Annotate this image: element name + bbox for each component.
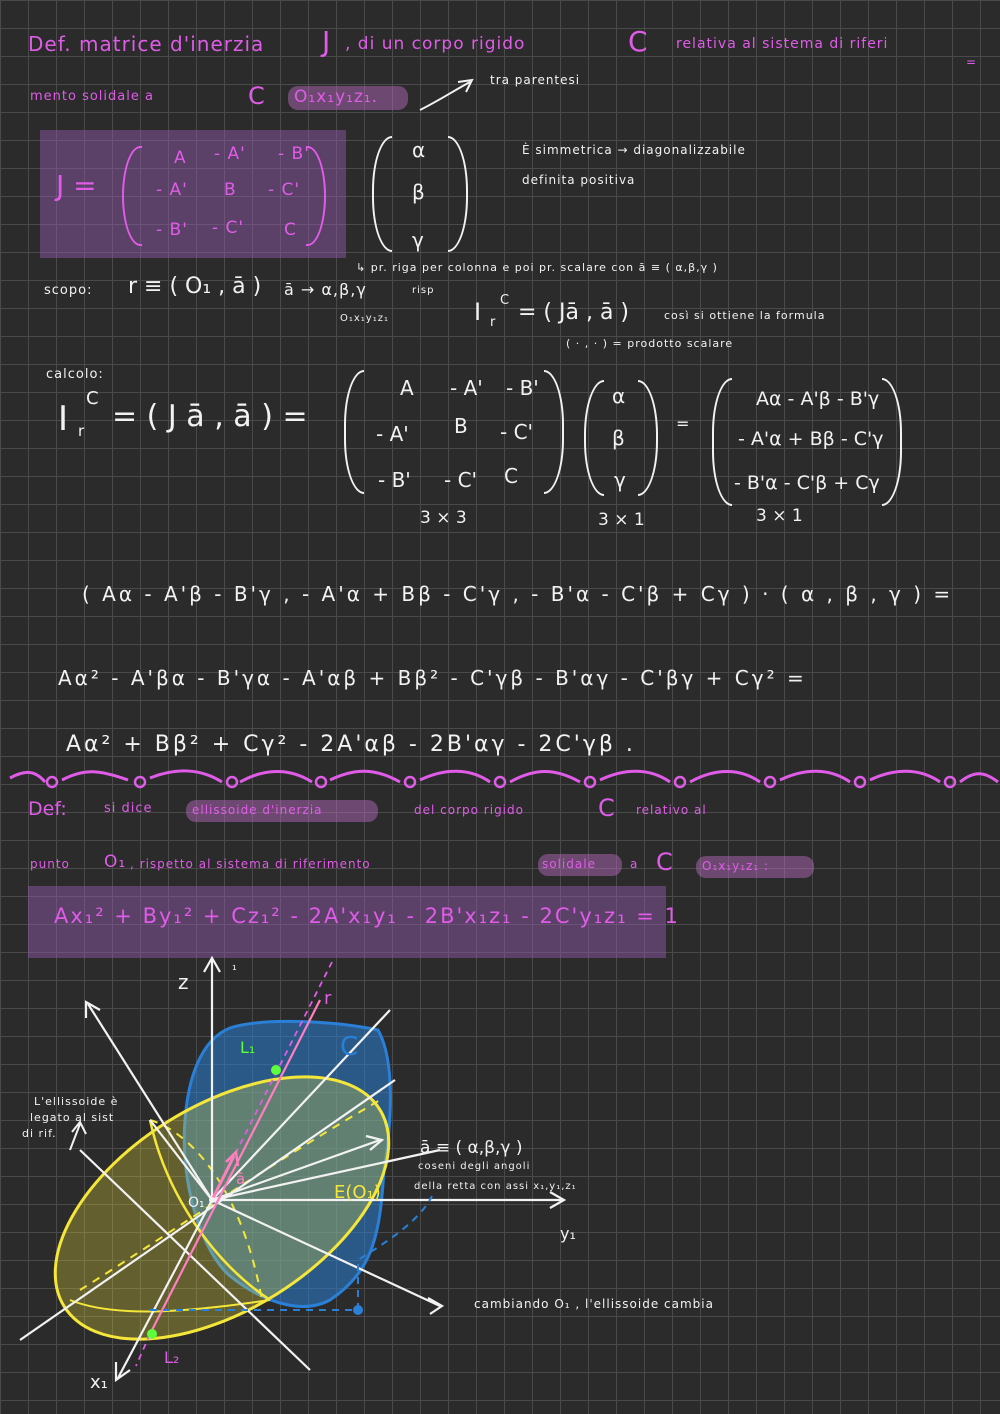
cv-alpha: α: [612, 384, 626, 408]
def2-corpo: del corpo rigido: [414, 803, 524, 817]
c-r1c2: - A': [450, 376, 483, 400]
note-parentheses-arrow: [420, 80, 472, 110]
note-arrow: [70, 1122, 86, 1150]
def1-line1-c: relativa al sistema di riferi: [676, 36, 889, 52]
m-r2c2: B: [224, 180, 237, 200]
inertia-symbol: J: [322, 25, 331, 58]
axis-r-label: r: [324, 988, 332, 1009]
matrix-label: J =: [56, 169, 97, 202]
m-r3c2: - C': [212, 218, 245, 238]
calcolo-eq2: =: [676, 414, 690, 433]
scopo-dot-product: ( · , · ) = prodotto scalare: [566, 337, 734, 350]
res-3: - B'α - C'β + Cγ: [734, 472, 880, 494]
dim-3x3: 3 × 3: [420, 508, 467, 528]
scopo-risp: risp: [412, 285, 435, 296]
m-r1c3: - B': [278, 144, 310, 164]
c-r1c1: A: [400, 376, 414, 400]
def2-a: a: [630, 857, 639, 871]
calcolo-I-sub: r: [78, 422, 85, 440]
def2-system: O₁x₁y₁z₁ :: [702, 859, 770, 873]
axis-z-label: z: [178, 970, 189, 994]
calcolo-eq1: = ( J ā , ā ) =: [112, 399, 308, 434]
label-L2: L₂: [164, 1348, 180, 1367]
matrix-property-positive: definita positiva: [522, 173, 636, 187]
note-ellipsoid-1: L'ellissoide è: [34, 1095, 119, 1108]
equals-mark: =: [966, 55, 978, 69]
axis-y1-label: y₁: [560, 1224, 576, 1243]
def2-rispetto: , rispetto al sistema di riferimento: [130, 857, 371, 871]
m-r1c1: A: [174, 148, 187, 168]
point-L2: [147, 1329, 157, 1339]
v-beta: β: [412, 180, 425, 204]
body-symbol: C: [628, 25, 648, 58]
cv-beta: β: [612, 426, 625, 450]
scopo-label: scopo:: [44, 283, 93, 298]
scopo-I: I: [474, 298, 482, 326]
m-r1c2: - A': [214, 144, 246, 164]
def2-label: Def:: [28, 798, 67, 820]
c-r3c3: C: [504, 464, 518, 488]
def2-body-symbol: C: [598, 794, 615, 822]
axis-z1-label: ₁: [232, 959, 237, 973]
def1-line1-b: , di un corpo rigido: [345, 34, 526, 54]
scopo-I-sup: C: [500, 293, 510, 308]
m-r2c3: - C': [268, 180, 301, 200]
ellipsoid-equation: Ax₁² + By₁² + Cz₁² - 2A'x₁y₁ - 2B'x₁z₁ - 2C'y₁z₁ = 1: [54, 904, 680, 928]
dim-3x1-b: 3 × 1: [756, 506, 803, 526]
cv-gamma: γ: [614, 468, 626, 492]
def2-solidale: solidale: [542, 857, 596, 871]
expand-row1: ( Aα - A'β - B'γ , - A'α + Bβ - C'γ , - B'α - C'β + Cγ ) · ( α , β , γ ) =: [82, 582, 954, 606]
def2-body-symbol-2: C: [656, 848, 673, 876]
def1-line1-a: Def. matrice d'inerzia: [28, 32, 265, 56]
matrix-property-symmetric: È simmetrica → diagonalizzabile: [522, 143, 746, 157]
res-2: - A'α + Bβ - C'γ: [738, 428, 884, 450]
projection-point: [353, 1305, 363, 1315]
res-1: Aα - A'β - B'γ: [756, 388, 880, 410]
c-r2c1: - A': [376, 422, 409, 446]
m-r3c1: - B': [156, 220, 188, 240]
scopo-system: O₁x₁y₁z₁: [340, 313, 389, 324]
c-r3c2: - C': [444, 468, 478, 492]
m-r3c3: C: [284, 220, 297, 240]
axis-x1-label: x₁: [90, 1372, 108, 1393]
body-symbol-2: C: [248, 82, 265, 110]
v-alpha: α: [412, 138, 426, 162]
calcolo-I-sup: C: [86, 388, 99, 409]
scopo-eq: = ( Jā , ā ): [518, 300, 630, 325]
def1-reference-system: O₁x₁y₁z₁.: [294, 87, 379, 107]
scopo-line: r ≡ ( O₁ , ā ): [128, 274, 262, 299]
label-a-vector: ā: [236, 1170, 246, 1188]
label-ellipsoid-E: E(O₁): [334, 1182, 381, 1203]
label-body-C: C: [340, 1032, 359, 1062]
scopo-a-components: ā → α,β,γ: [284, 280, 367, 299]
c-r1c3: - B': [506, 376, 539, 400]
label-O1: O₁: [188, 1195, 205, 1211]
def2-O1: O₁: [104, 852, 127, 872]
c-r2c3: - C': [500, 420, 534, 444]
def2-punto: punto: [30, 857, 70, 871]
label-L1: L₁: [240, 1038, 256, 1057]
note-parentheses: tra parentesi: [490, 73, 581, 87]
a-definition: ā ≡ ( α,β,γ ): [420, 1138, 523, 1158]
def2-relativo: relativo al: [636, 803, 707, 817]
expand-row2: Aα² - A'βα - B'γα - A'αβ + Bβ² - C'γβ - B'αγ - C'βγ + Cγ² =: [58, 666, 807, 690]
calcolo-label: calcolo:: [46, 367, 104, 382]
coseni-line1: coseni degli angoli: [418, 1161, 531, 1172]
note-ellipsoid-3: di rif.: [22, 1127, 57, 1140]
origin-point: [209, 1197, 215, 1203]
m-r2c1: - A': [156, 180, 188, 200]
c-r2c2: B: [454, 414, 468, 438]
def2-si-dice: si dice: [104, 801, 153, 816]
scopo-note-product: ↳ pr. riga per colonna e poi pr. scalare con ā ≡ ( α,β,γ ): [356, 261, 718, 274]
v-gamma: γ: [412, 228, 424, 252]
scopo-cosi: così si ottiene la formula: [664, 309, 826, 322]
point-L1: [271, 1065, 281, 1075]
note-ellipsoid-2: legato al sist: [30, 1111, 115, 1124]
def2-ellissoide: ellissoide d'inerzia: [192, 803, 323, 817]
coseni-line2: della retta con assi x₁,y₁,z₁: [414, 1181, 577, 1192]
def1-line2-a: mento solidale a: [30, 89, 154, 104]
scopo-I-sub: r: [490, 315, 496, 330]
dim-3x1-a: 3 × 1: [598, 510, 645, 530]
c-r3c1: - B': [378, 468, 411, 492]
expand-row3: Aα² + Bβ² + Cγ² - 2A'αβ - 2B'αγ - 2C'γβ .: [66, 732, 636, 757]
cambiando-note: cambiando O₁ , l'ellissoide cambia: [474, 1297, 714, 1311]
calcolo-I: I: [58, 399, 69, 439]
